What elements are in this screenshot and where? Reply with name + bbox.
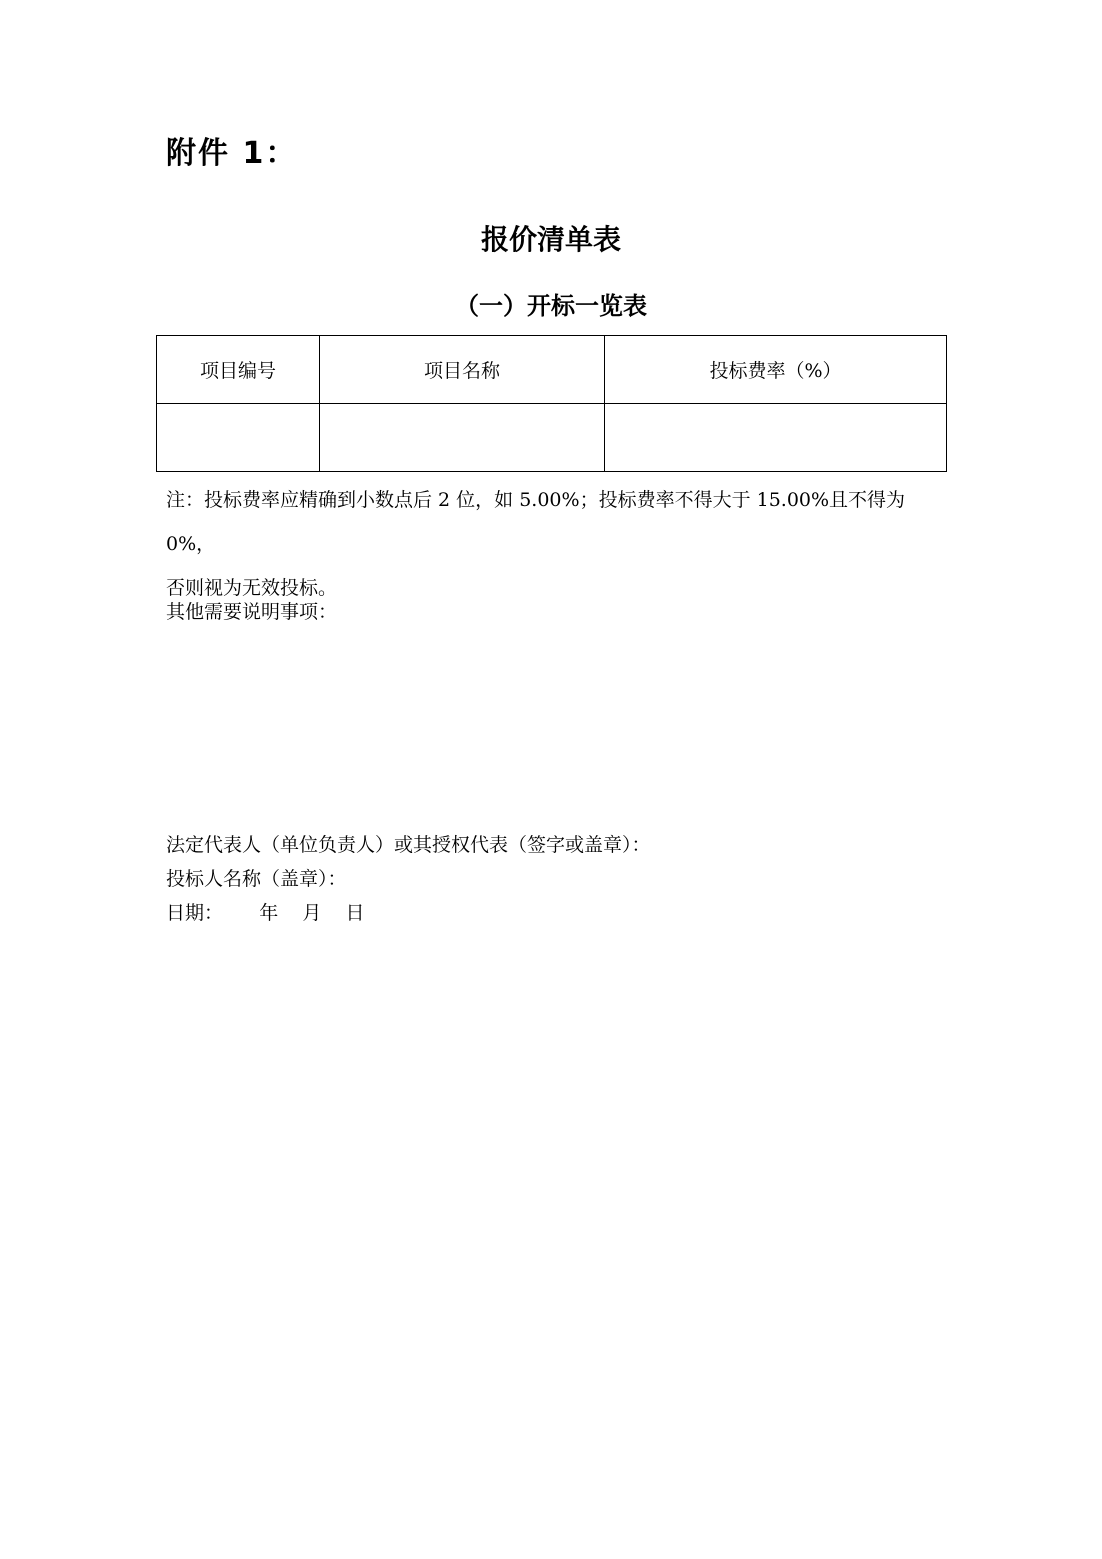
document-title: 报价清单表 — [480, 223, 621, 256]
note-block — [166, 478, 956, 610]
bid-opening-table — [156, 335, 947, 472]
attachment-label: 附件 1： — [166, 136, 298, 171]
other-matters-label: 其他需要说明事项： — [166, 601, 338, 623]
column-header-project-number: 项目编号 — [157, 336, 320, 404]
signature-block — [166, 828, 651, 930]
note-line-2: 否则视为无效投标。 — [166, 577, 338, 599]
project-name-cell[interactable] — [320, 404, 605, 472]
table-row — [157, 404, 947, 472]
date-line: 日期： 年 月 日 — [166, 902, 365, 924]
table-header-row — [157, 336, 947, 404]
project-number-cell[interactable] — [157, 404, 320, 472]
legal-representative-line: 法定代表人（单位负责人）或其授权代表（签字或盖章）： — [166, 834, 651, 856]
note-line-1: 注：投标费率应精确到小数点后 2 位，如 5.00%；投标费率不得大于 15.00%且不得为 0%， — [166, 489, 906, 555]
column-header-project-name: 项目名称 — [320, 336, 605, 404]
bidder-name-line: 投标人名称（盖章）： — [166, 868, 347, 890]
document-subtitle: （一）开标一览表 — [455, 292, 647, 320]
column-header-bid-rate: 投标费率（%） — [605, 336, 947, 404]
bid-rate-cell[interactable] — [605, 404, 947, 472]
